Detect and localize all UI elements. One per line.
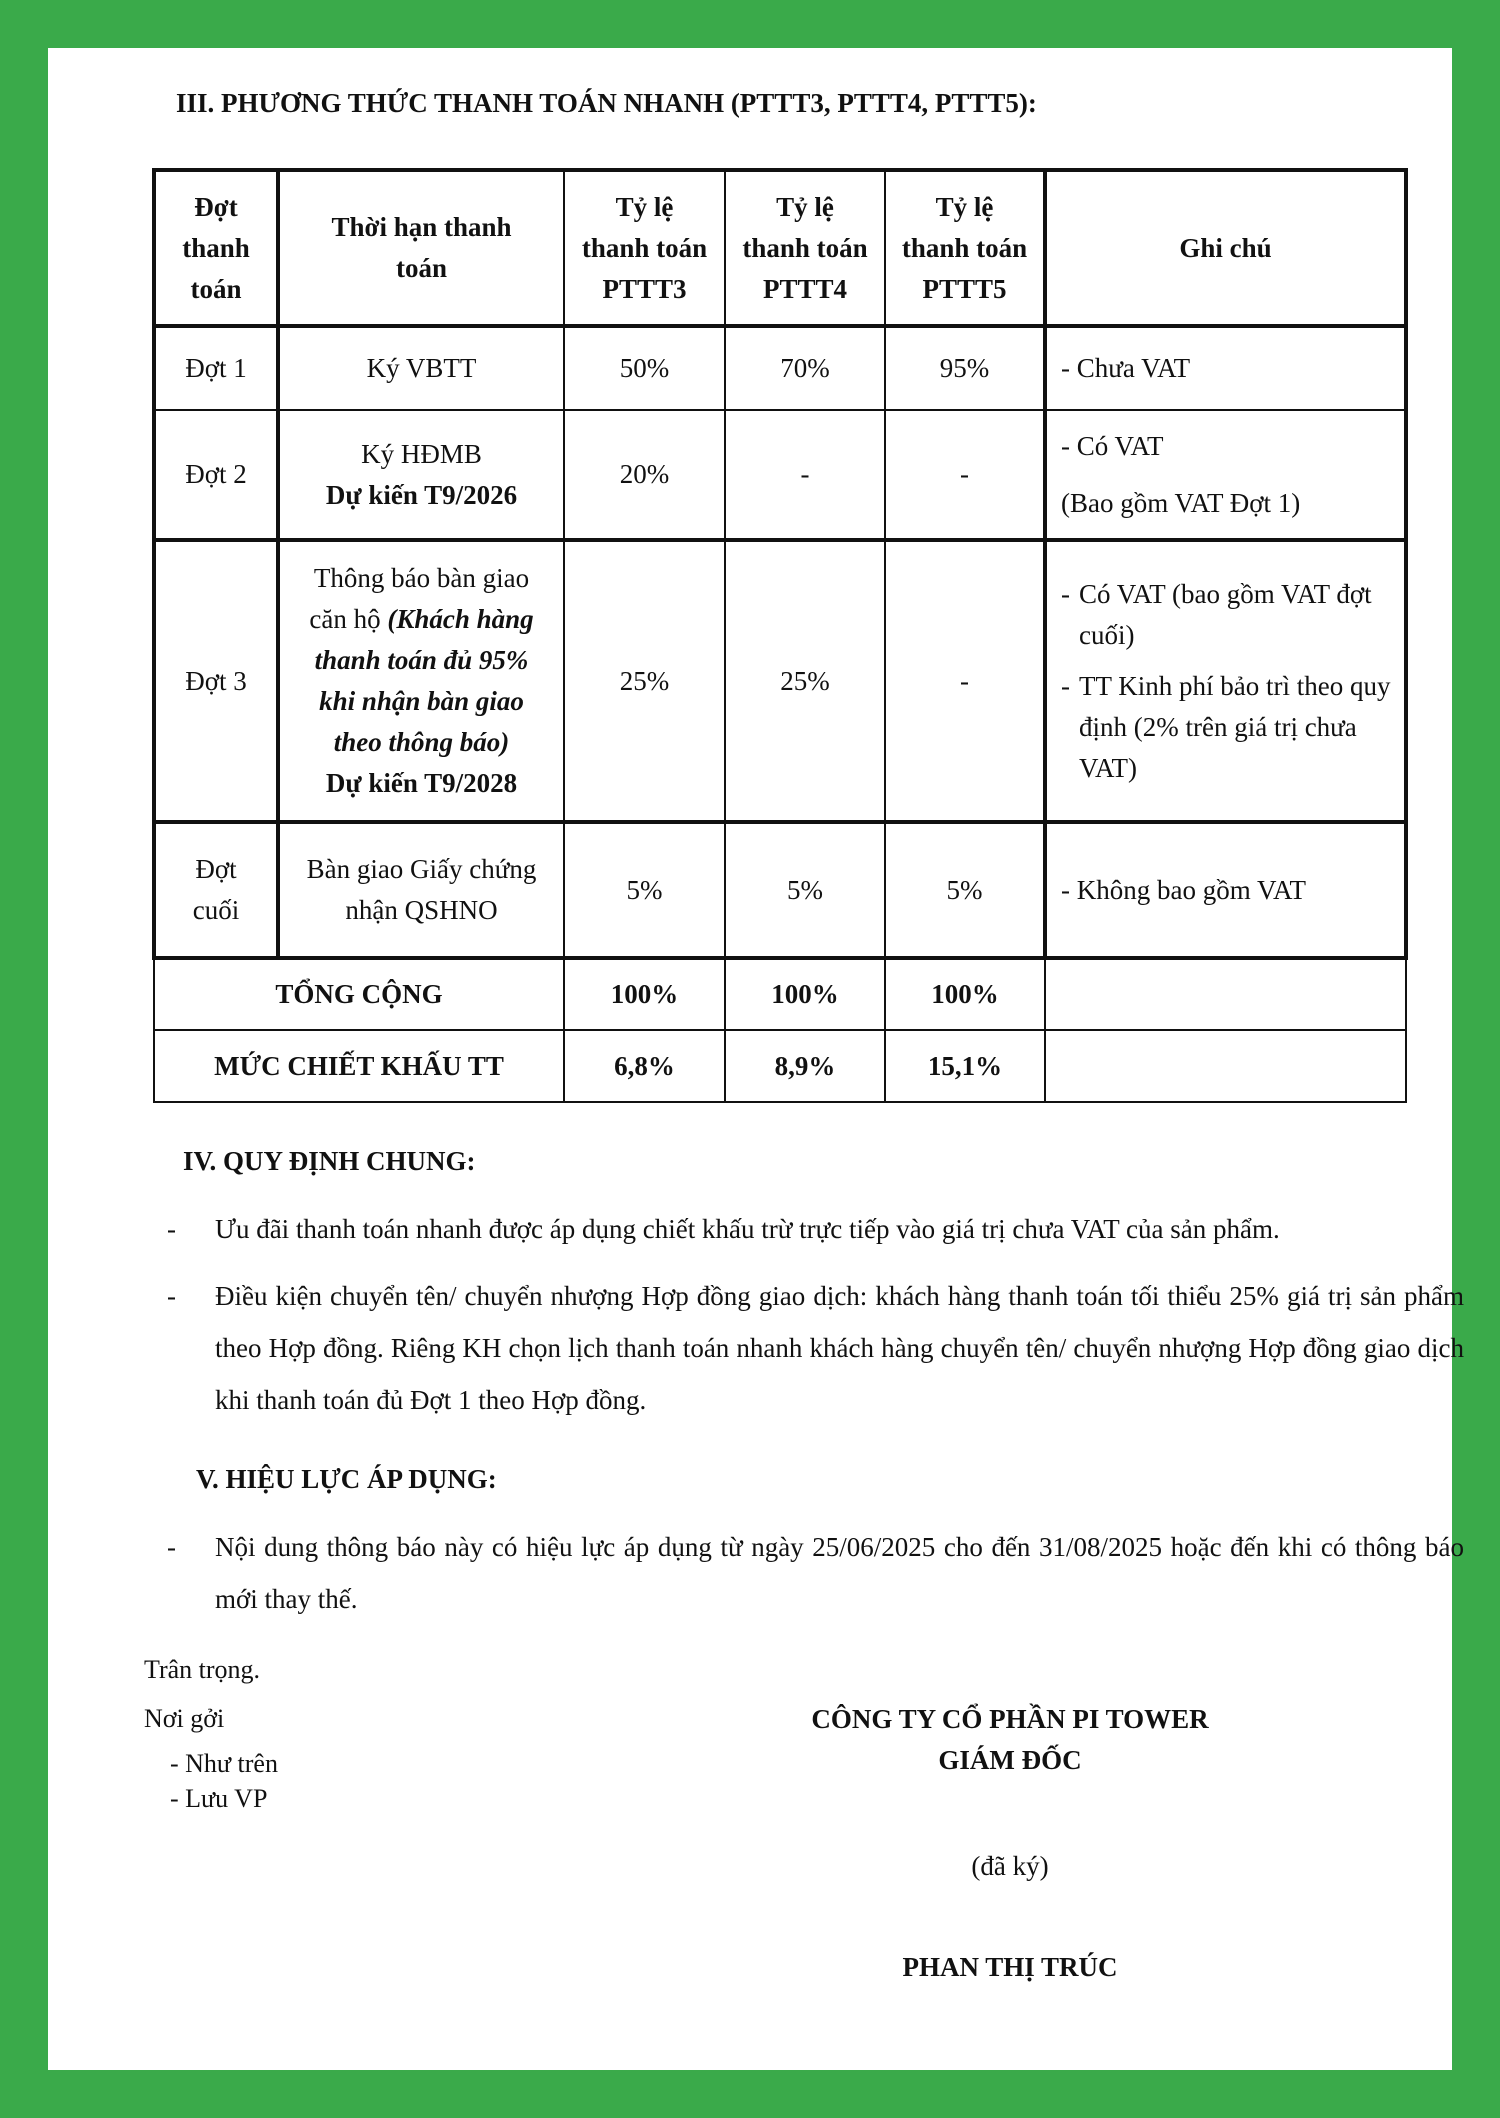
table-row	[154, 822, 1406, 958]
cell-pttt5: 5%	[885, 822, 1045, 958]
cell-term: Bàn giao Giấy chứng nhận QSHNO	[278, 822, 564, 958]
total-pttt5: 100%	[885, 958, 1045, 1030]
cell-pttt3: 5%	[564, 822, 725, 958]
table-header-row	[154, 170, 1406, 326]
discount-pttt3: 6,8%	[564, 1030, 725, 1102]
recipients-label: Nơi gởi	[144, 1704, 225, 1733]
table-row-total	[154, 958, 1406, 1030]
header-installment: Đợt thanh toán	[154, 170, 278, 326]
header-pttt3: Tỷ lệ thanh toán PTTT3	[564, 170, 725, 326]
cell-pttt3: 25%	[564, 540, 725, 822]
effect-item-1: - Nội dung thông báo này có hiệu lực áp dụng từ ngày 25/06/2025 cho đến 31/08/2025 hoặc đến khi có thông báo mới thay thế.	[167, 1532, 1464, 1614]
header-note: Ghi chú	[1045, 170, 1406, 326]
cell-pttt3: 20%	[564, 410, 725, 540]
cell-note: - Không bao gồm VAT	[1045, 822, 1406, 958]
signed-note: (đã ký)	[971, 1851, 1049, 1881]
cell-pttt4: 70%	[725, 326, 885, 410]
cell-installment: Đợt 2	[154, 410, 278, 540]
cell-installment: Đợt cuối	[154, 822, 278, 958]
recipient-item: - Như trên	[170, 1749, 278, 1778]
total-label: TỔNG CỘNG	[154, 958, 564, 1030]
cell-term: Thông báo bàn giao căn hộ (Khách hàng thanh toán đủ 95% khi nhận bàn giao theo thông báo) Dự kiến T9/2028	[278, 540, 564, 822]
signer-name: PHAN THỊ TRÚC	[902, 1952, 1118, 1982]
cell-term: Ký VBTT	[278, 326, 564, 410]
table-row	[154, 410, 1406, 540]
total-pttt3: 100%	[564, 958, 725, 1030]
header-pttt4: Tỷ lệ thanh toán PTTT4	[725, 170, 885, 326]
section-3-title: III. PHƯƠNG THỨC THANH TOÁN NHANH (PTTT3, PTTT4, PTTT5):	[176, 88, 1037, 118]
cell-pttt4: 25%	[725, 540, 885, 822]
cell-pttt3: 50%	[564, 326, 725, 410]
header-payment-term: Thời hạn thanh toán	[278, 170, 564, 326]
table-row	[154, 326, 1406, 410]
rule-item-1: - Ưu đãi thanh toán nhanh được áp dụng chiết khấu trừ trực tiếp vào giá trị chưa VAT của sản phẩm.	[167, 1214, 1280, 1244]
cell-pttt5: -	[885, 410, 1045, 540]
section-5-title: V. HIỆU LỰC ÁP DỤNG:	[196, 1464, 497, 1494]
closing-regards: Trân trọng.	[144, 1655, 261, 1684]
rule-item-2: - Điều kiện chuyển tên/ chuyển nhượng Hợp đồng giao dịch: khách hàng thanh toán tối thiểu 25% giá trị sản phẩm theo Hợp đồng. Riêng KH chọn lịch thanh toán nhanh khách hàng chuyển tên/ chuyển nhượng Hợp đồng giao dịch khi thanh toán đủ Đợt 1 theo Hợp đồng.	[167, 1281, 1464, 1415]
recipient-item: - Lưu VP	[170, 1784, 268, 1813]
cell-note: - Có VAT (bao gồm VAT đợt cuối) - TT Kinh phí bảo trì theo quy định (2% trên giá trị chưa VAT)	[1045, 540, 1406, 822]
header-pttt5: Tỷ lệ thanh toán PTTT5	[885, 170, 1045, 326]
cell-note: - Có VAT (Bao gồm VAT Đợt 1)	[1045, 410, 1406, 540]
cell-pttt5: -	[885, 540, 1045, 822]
document-page	[48, 48, 1464, 2070]
cell-pttt5: 95%	[885, 326, 1045, 410]
payment-schedule-table	[152, 168, 1408, 1103]
discount-label: MỨC CHIẾT KHẤU TT	[154, 1030, 564, 1102]
discount-note	[1045, 1030, 1406, 1102]
section-4-title: IV. QUY ĐỊNH CHUNG:	[183, 1146, 476, 1176]
cell-pttt4: -	[725, 410, 885, 540]
discount-pttt4: 8,9%	[725, 1030, 885, 1102]
table-row	[154, 540, 1406, 822]
total-pttt4: 100%	[725, 958, 885, 1030]
company-name: CÔNG TY CỔ PHẦN PI TOWER	[811, 1704, 1209, 1734]
discount-pttt5: 15,1%	[885, 1030, 1045, 1102]
total-note	[1045, 958, 1406, 1030]
cell-note: - Chưa VAT	[1045, 326, 1406, 410]
cell-installment: Đợt 1	[154, 326, 278, 410]
cell-term: Ký HĐMB Dự kiến T9/2026	[278, 410, 564, 540]
table-row-discount	[154, 1030, 1406, 1102]
cell-pttt4: 5%	[725, 822, 885, 958]
signer-position: GIÁM ĐỐC	[938, 1745, 1082, 1775]
cell-installment: Đợt 3	[154, 540, 278, 822]
